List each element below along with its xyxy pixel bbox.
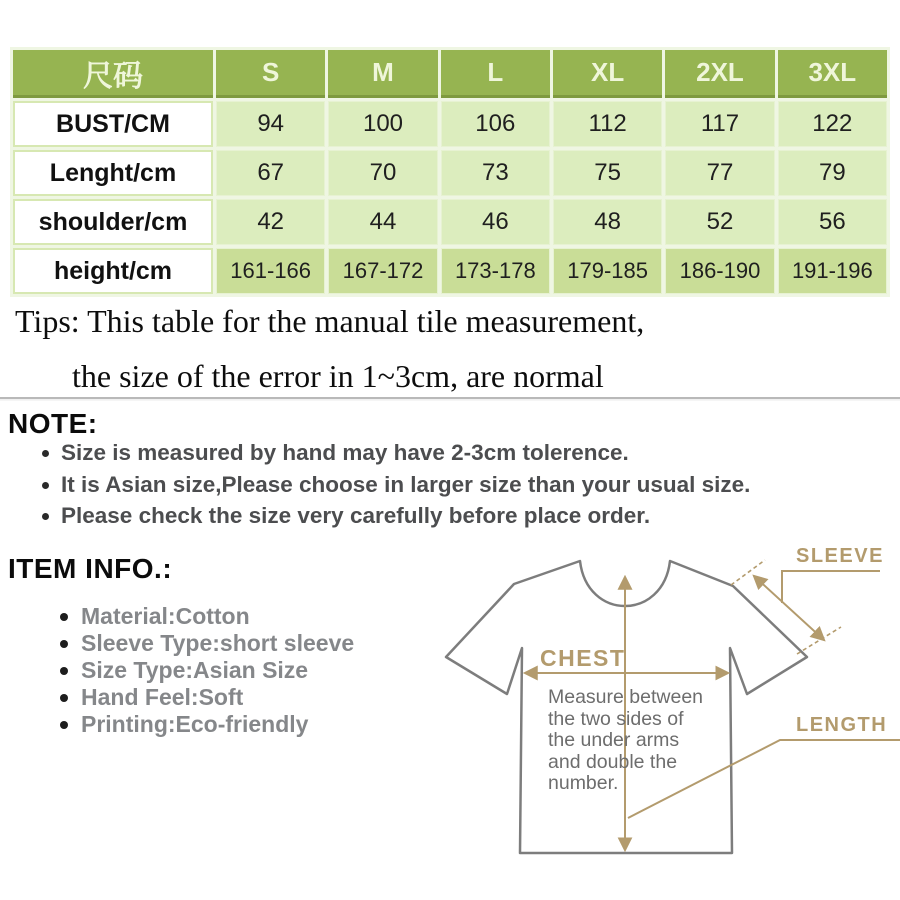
size-value-cell: 73 <box>441 150 550 196</box>
size-value-cell: 173-178 <box>441 248 550 294</box>
row-label: Lenght/cm <box>13 150 213 196</box>
item-info-list <box>58 603 354 738</box>
size-value-cell: 179-185 <box>553 248 662 294</box>
table-row <box>13 101 887 147</box>
list-item: Hand Feel:Soft <box>58 684 354 711</box>
size-column-header: 2XL <box>665 50 774 98</box>
list-item: Printing:Eco-friendly <box>58 711 354 738</box>
size-column-header: S <box>216 50 325 98</box>
sleeve-dash-bottom <box>797 627 841 654</box>
size-value-cell: 167-172 <box>328 248 437 294</box>
size-value-cell: 161-166 <box>216 248 325 294</box>
size-value-cell: 106 <box>441 101 550 147</box>
note-heading: NOTE: <box>8 408 98 439</box>
header-row <box>13 50 887 98</box>
size-column-title: 尺码 <box>13 50 213 98</box>
size-value-cell: 67 <box>216 150 325 196</box>
table-row <box>13 199 887 245</box>
size-value-cell: 44 <box>328 199 437 245</box>
list-item: Size is measured by hand may have 2-3cm tolerence. <box>40 437 750 469</box>
table-row <box>13 150 887 196</box>
sleeve-callout-line <box>782 571 880 603</box>
list-item: It is Asian size,Please choose in larger size than your usual size. <box>40 469 750 501</box>
chest-label: CHEST <box>540 645 626 671</box>
size-column-header: 3XL <box>778 50 887 98</box>
list-item: Size Type:Asian Size <box>58 657 354 684</box>
size-table <box>10 47 890 297</box>
tips-line-2: the size of the error in 1~3cm, are normal <box>72 358 604 394</box>
size-value-cell: 52 <box>665 199 774 245</box>
row-label: BUST/CM <box>13 101 213 147</box>
list-item: Material:Cotton <box>58 603 354 630</box>
size-value-cell: 186-190 <box>665 248 774 294</box>
list-item: the two sides of <box>548 707 684 730</box>
list-item: the under arms <box>548 729 680 751</box>
size-column-header: L <box>441 50 550 98</box>
size-value-cell: 112 <box>553 101 662 147</box>
size-value-cell: 56 <box>778 199 887 245</box>
size-table-body <box>13 101 887 294</box>
list-item: Sleeve Type:short sleeve <box>58 630 354 657</box>
size-column-header: XL <box>553 50 662 98</box>
size-value-cell: 79 <box>778 150 887 196</box>
list-item: number. <box>548 772 619 794</box>
size-table-header <box>13 50 887 98</box>
size-value-cell: 122 <box>778 101 887 147</box>
list-item: Please check the size very carefully before place order. <box>40 500 750 532</box>
size-value-cell: 191-196 <box>778 248 887 294</box>
horizontal-divider <box>0 397 900 401</box>
size-value-cell: 42 <box>216 199 325 245</box>
size-value-cell: 77 <box>665 150 774 196</box>
chest-measure-note <box>548 687 738 795</box>
tips-line-1: Tips: This table for the manual tile measurement, <box>15 303 645 339</box>
row-label: shoulder/cm <box>13 199 213 245</box>
size-value-cell: 100 <box>328 101 437 147</box>
item-info-heading: ITEM INFO.: <box>8 553 173 584</box>
size-value-cell: 48 <box>553 199 662 245</box>
size-value-cell: 70 <box>328 150 437 196</box>
size-value-cell: 117 <box>665 101 774 147</box>
note-list <box>40 437 750 532</box>
row-label: height/cm <box>13 248 213 294</box>
size-value-cell: 94 <box>216 101 325 147</box>
list-item: Measure between <box>548 686 704 708</box>
sleeve-label: SLEEVE <box>796 545 884 567</box>
size-column-header: M <box>328 50 437 98</box>
length-label: LENGTH <box>796 714 888 736</box>
list-item: and double the <box>548 750 678 773</box>
size-value-cell: 46 <box>441 199 550 245</box>
size-value-cell: 75 <box>553 150 662 196</box>
table-row <box>13 248 887 294</box>
